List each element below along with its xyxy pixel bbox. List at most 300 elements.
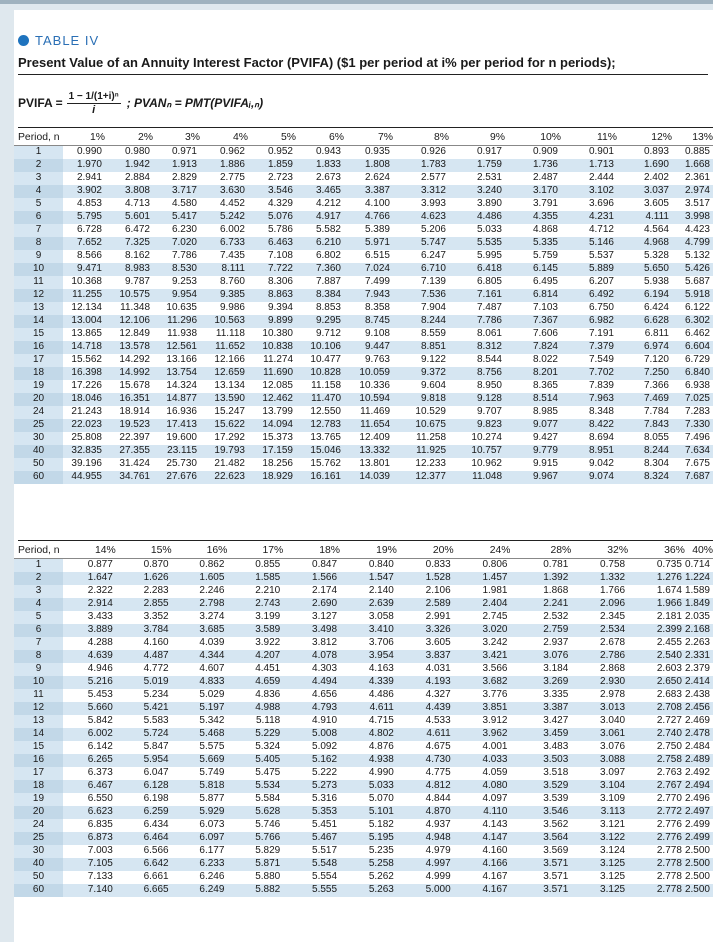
period-cell: 19	[14, 793, 63, 806]
factor-cell: 10.336	[359, 380, 390, 392]
factor-cell: 3.387	[510, 702, 571, 715]
factor-cell: 1.808	[344, 159, 393, 172]
factor-cell: 0.952	[248, 146, 296, 160]
factor-cell: 3.104	[571, 780, 628, 793]
factor-cell: 8.304	[643, 458, 669, 470]
factor-cell: 12.085	[262, 380, 293, 392]
factor-cell: 6.265	[63, 754, 116, 767]
factor-cell: 15.678	[119, 380, 150, 392]
period-cell: 6	[14, 211, 63, 224]
period-cell: 17	[14, 354, 63, 367]
factor-cell: 5.818	[172, 780, 228, 793]
rate-header: 7%	[377, 132, 393, 144]
table-row	[14, 341, 713, 354]
factor-cell: 3.061	[571, 728, 628, 741]
factor-cell: 4.853	[76, 198, 102, 210]
factor-cell: 10.575	[105, 289, 153, 302]
factor-cell: 2.727	[656, 715, 682, 727]
header-row	[14, 545, 713, 559]
factor-cell: 12.462	[248, 393, 296, 406]
factor-cell: 3.993	[420, 198, 446, 210]
factor-cell: 6.974	[617, 341, 672, 354]
factor-cell: 4.487	[116, 650, 172, 663]
period-cell: 9	[14, 663, 63, 676]
factor-cell: 5.877	[199, 793, 225, 805]
table-row	[14, 445, 713, 458]
factor-cell: 8.348	[588, 406, 614, 418]
factor-cell: 4.001	[482, 741, 508, 753]
factor-cell: 3.127	[312, 611, 338, 623]
factor-cell: 2.778	[656, 845, 682, 857]
rate-header: 20%	[432, 545, 454, 557]
factor-cell: 7.367	[505, 315, 561, 328]
factor-cell: 6.495	[532, 276, 558, 288]
factor-cell: 7.843	[617, 419, 672, 432]
factor-cell: 2.767	[628, 780, 685, 793]
factor-cell: 7.722	[248, 263, 296, 276]
table-row	[14, 471, 713, 484]
factor-cell: 17.226	[71, 380, 102, 392]
factor-cell: 7.108	[267, 250, 293, 262]
factor-cell: 14.992	[105, 367, 153, 380]
factor-cell: 7.943	[344, 289, 393, 302]
factor-cell: 3.088	[571, 754, 628, 767]
factor-cell: 4.212	[315, 198, 341, 210]
factor-cell: 4.999	[425, 871, 451, 883]
rate-header: 15%	[150, 545, 172, 557]
factor-cell: 7.549	[588, 354, 614, 366]
period-cell: 24	[14, 406, 63, 419]
factor-cell: 3.696	[588, 198, 614, 210]
factor-cell: 1.736	[505, 159, 561, 172]
factor-cell: 27.355	[105, 445, 153, 458]
period-cell: 18	[14, 780, 63, 793]
factor-cell: 7.325	[105, 237, 153, 250]
factor-cell: 32.835	[63, 445, 105, 458]
factor-cell: 2.540	[628, 650, 685, 663]
factor-cell: 7.675	[684, 458, 710, 470]
formula-denominator: i	[92, 103, 96, 116]
factor-cell: 2.096	[571, 598, 628, 611]
factor-cell: 4.793	[283, 702, 340, 715]
factor-cell: 1.605	[172, 572, 228, 585]
factor-cell: 5.162	[283, 754, 340, 767]
factor-cell: 3.427	[543, 715, 569, 727]
period-cell: 5	[14, 198, 63, 211]
factor-cell: 3.326	[397, 624, 454, 637]
factor-cell: 2.991	[425, 611, 451, 623]
rate-header: 18%	[319, 545, 341, 557]
factor-cell: 12.106	[105, 315, 153, 328]
top-border	[0, 0, 713, 4]
table-row	[14, 432, 713, 445]
factor-cell: 5.954	[116, 754, 172, 767]
factor-cell: 5.328	[643, 250, 669, 262]
factor-cell: 5.342	[199, 715, 225, 727]
factor-cell: 4.344	[172, 650, 228, 663]
factor-cell: 11.925	[393, 445, 449, 458]
factor-cell: 9.954	[153, 289, 200, 302]
factor-cell: 7.702	[561, 367, 617, 380]
factor-cell: 10.368	[71, 276, 102, 288]
factor-cell: 5.971	[344, 237, 393, 250]
factor-cell: 5.747	[393, 237, 449, 250]
factor-cell: 2.868	[600, 663, 626, 675]
factor-cell: 8.244	[617, 445, 672, 458]
factor-cell: 0.971	[153, 146, 200, 160]
factor-cell: 2.577	[420, 172, 446, 184]
factor-cell: 3.125	[571, 884, 628, 897]
factor-cell: 7.652	[63, 237, 105, 250]
factor-cell: 6.198	[143, 793, 169, 805]
factor-cell: 4.533	[425, 715, 451, 727]
factor-cell: 7.786	[449, 315, 505, 328]
factor-cell: 5.421	[116, 702, 172, 715]
factor-cell: 6.873	[63, 832, 116, 845]
factor-cell: 12.134	[71, 302, 102, 314]
table-row	[14, 250, 713, 263]
factor-cell: 0.980	[105, 146, 153, 160]
factor-cell: 7.103	[532, 302, 558, 314]
factor-cell: 19.793	[200, 445, 248, 458]
factor-cell: 2.786	[571, 650, 628, 663]
factor-cell: 3.784	[116, 624, 172, 637]
factor-cell: 3.902	[63, 185, 105, 198]
factor-cell: 4.946	[87, 663, 113, 675]
table-row	[14, 676, 713, 689]
factor-cell: 3.465	[296, 185, 344, 198]
factor-cell: 5.070	[368, 793, 394, 805]
factor-cell: 2.035	[684, 611, 710, 623]
factor-cell: 3.124	[600, 845, 626, 857]
factor-cell: 3.566	[482, 663, 508, 675]
factor-cell: 5.468	[172, 728, 228, 741]
factor-cell: 1.589	[684, 585, 710, 597]
factor-cell: 15.247	[214, 406, 245, 418]
factor-cell: 0.862	[172, 559, 228, 573]
factor-cell: 6.814	[505, 289, 561, 302]
factor-cell: 4.833	[172, 676, 228, 689]
factor-cell: 4.997	[397, 858, 454, 871]
factor-cell: 4.193	[397, 676, 454, 689]
textbook-page	[14, 10, 713, 942]
factor-cell: 8.756	[449, 367, 505, 380]
factor-cell: 7.487	[476, 302, 502, 314]
factor-cell: 8.985	[532, 406, 558, 418]
factor-cell: 1.276	[628, 572, 685, 585]
factor-cell: 3.102	[561, 185, 617, 198]
factor-cell: 3.199	[255, 611, 281, 623]
factor-cell: 5.029	[199, 689, 225, 701]
factor-cell: 4.207	[227, 650, 283, 663]
table-row	[14, 819, 713, 832]
factor-cell: 6.802	[315, 250, 341, 262]
table-row	[14, 845, 713, 858]
factor-cell: 16.161	[296, 471, 344, 484]
factor-cell: 11.469	[360, 406, 390, 418]
factor-cell: 4.836	[255, 689, 281, 701]
factor-cell: 19.523	[105, 419, 153, 432]
factor-cell: 3.013	[571, 702, 628, 715]
factor-cell: 3.184	[543, 663, 569, 675]
factor-cell: 0.926	[393, 146, 449, 160]
factor-cell: 10.059	[344, 367, 393, 380]
factor-cell: 4.059	[482, 767, 508, 779]
factor-cell: 2.174	[312, 585, 338, 597]
factor-cell: 2.140	[368, 585, 394, 597]
factor-cell: 6.750	[588, 302, 614, 314]
factor-cell: 15.373	[262, 432, 293, 444]
factor-cell: 4.979	[425, 845, 451, 857]
factor-cell: 3.791	[532, 198, 558, 210]
factor-cell: 3.685	[172, 624, 228, 637]
factor-cell: 6.462	[684, 328, 710, 340]
factor-cell: 4.799	[672, 237, 713, 250]
factor-cell: 7.020	[153, 237, 200, 250]
factor-cell: 3.387	[344, 185, 393, 198]
factor-cell: 2.414	[685, 676, 713, 689]
factor-cell: 9.967	[505, 471, 561, 484]
formula-lhs: PVIFA =	[18, 96, 63, 110]
factor-cell: 9.763	[364, 354, 390, 366]
factor-cell: 2.778	[628, 858, 685, 871]
factor-cell: 3.564	[510, 832, 571, 845]
factor-cell: 3.122	[571, 832, 628, 845]
factor-cell: 3.503	[510, 754, 571, 767]
factor-cell: 4.147	[454, 832, 511, 845]
factor-cell: 25.730	[166, 458, 197, 470]
factor-cell: 11.048	[449, 471, 505, 484]
factor-cell: 5.000	[397, 884, 454, 897]
table-row	[14, 871, 713, 884]
factor-cell: 8.201	[505, 367, 561, 380]
factor-cell: 4.910	[312, 715, 338, 727]
factor-cell: 1.913	[153, 159, 200, 172]
factor-cell: 1.674	[656, 585, 682, 597]
factor-cell: 10.594	[344, 393, 393, 406]
factor-cell: 6.418	[449, 263, 505, 276]
factor-cell: 3.682	[454, 676, 511, 689]
table-row	[14, 702, 713, 715]
period-header: Period, n	[18, 132, 60, 144]
factor-cell: 9.915	[532, 458, 558, 470]
table-row	[14, 393, 713, 406]
factor-cell: 6.661	[143, 871, 169, 883]
factor-cell: 3.851	[454, 702, 511, 715]
factor-cell: 5.938	[643, 276, 669, 288]
period-cell: 25	[14, 832, 63, 845]
factor-cell: 0.885	[672, 146, 713, 160]
period-cell: 4	[14, 185, 63, 198]
factor-cell: 11.470	[296, 393, 344, 406]
factor-cell: 5.786	[267, 224, 293, 236]
factor-cell: 14.094	[248, 419, 296, 432]
table-row	[14, 159, 713, 172]
factor-cell: 3.571	[510, 884, 571, 897]
factor-cell: 2.829	[171, 172, 197, 184]
period-cell: 3	[14, 585, 63, 598]
factor-cell: 2.884	[124, 172, 150, 184]
factor-cell: 12.233	[415, 458, 446, 470]
factor-cell: 4.031	[425, 663, 451, 675]
factor-cell: 6.472	[124, 224, 150, 236]
factor-cell: 2.500	[684, 871, 710, 883]
factor-cell: 31.424	[119, 458, 150, 470]
factor-cell: 6.424	[643, 302, 669, 314]
factor-cell: 1.626	[116, 572, 172, 585]
factor-cell: 2.532	[543, 611, 569, 623]
factor-cell: 18.914	[119, 406, 150, 418]
factor-cell: 2.534	[571, 624, 628, 637]
factor-cell: 5.222	[312, 767, 338, 779]
factor-cell: 10.106	[296, 341, 344, 354]
rate-header: 24%	[489, 545, 511, 557]
bullet-icon	[18, 35, 29, 46]
factor-cell: 3.589	[227, 624, 283, 637]
factor-cell: 9.372	[393, 367, 449, 380]
factor-cell: 5.262	[368, 871, 394, 883]
factor-cell: 2.708	[628, 702, 685, 715]
factor-cell: 44.955	[63, 471, 105, 484]
rate-header: 14%	[95, 545, 116, 557]
factor-cell: 4.486	[368, 689, 394, 701]
factor-cell: 1.332	[571, 572, 628, 585]
factor-cell: 9.823	[449, 419, 505, 432]
factor-cell: 2.750	[656, 741, 682, 753]
factor-cell: 4.876	[368, 741, 394, 753]
factor-cell: 8.324	[617, 471, 672, 484]
period-cell: 9	[14, 250, 63, 263]
factor-cell: 5.451	[312, 819, 338, 831]
formula-pvan: ; PVANₙ = PMT(PVIFAᵢ,ₙ)	[126, 96, 264, 110]
period-cell: 6	[14, 624, 63, 637]
factor-cell: 8.111	[200, 263, 248, 276]
table-row	[14, 780, 713, 793]
rate-header: 8%	[433, 132, 449, 144]
period-cell: 5	[14, 611, 63, 624]
factor-cell: 0.758	[571, 559, 628, 573]
factor-cell: 9.604	[420, 380, 446, 392]
factor-cell: 6.623	[63, 806, 116, 819]
factor-cell: 8.863	[248, 289, 296, 302]
factor-cell: 14.877	[153, 393, 200, 406]
factor-cell: 5.146	[561, 237, 617, 250]
factor-cell: 8.514	[505, 393, 561, 406]
factor-cell: 11.654	[344, 419, 393, 432]
table-row	[14, 276, 713, 289]
factor-cell: 2.500	[685, 884, 713, 897]
factor-cell: 3.571	[510, 858, 571, 871]
factor-cell: 2.589	[397, 598, 454, 611]
table-row	[14, 224, 713, 237]
factor-cell: 11.296	[153, 315, 200, 328]
period-cell: 40	[14, 858, 63, 871]
factor-cell: 3.498	[283, 624, 340, 637]
factor-cell: 11.258	[416, 432, 446, 444]
factor-cell: 4.611	[340, 702, 397, 715]
table-row	[14, 172, 713, 185]
factor-cell: 3.037	[617, 185, 672, 198]
factor-cell: 5.687	[684, 276, 710, 288]
factor-cell: 9.447	[344, 341, 393, 354]
factor-cell: 12.849	[119, 328, 150, 340]
factor-cell: 5.759	[532, 250, 558, 262]
factor-cell: 5.517	[312, 845, 338, 857]
factor-cell: 9.042	[588, 458, 614, 470]
rate-header: 19%	[376, 545, 397, 557]
table-row	[14, 741, 713, 754]
table-row	[14, 858, 713, 871]
factor-cell: 5.426	[672, 263, 713, 276]
table-row	[14, 211, 713, 224]
factor-cell: 8.559	[420, 328, 446, 340]
factor-cell: 2.489	[685, 754, 713, 767]
period-header: Period, n	[18, 545, 60, 557]
factor-cell: 5.467	[283, 832, 340, 845]
factor-cell: 10.757	[449, 445, 505, 458]
factor-cell: 11.652	[200, 341, 248, 354]
factor-cell: 6.142	[87, 741, 113, 753]
factor-cell: 1.970	[63, 159, 105, 172]
factor-cell: 0.909	[505, 146, 561, 160]
factor-cell: 3.889	[63, 624, 116, 637]
factor-cell: 6.259	[116, 806, 172, 819]
factor-cell: 5.918	[672, 289, 713, 302]
factor-cell: 0.833	[397, 559, 454, 573]
factor-cell: 0.943	[296, 146, 344, 160]
period-cell: 1	[14, 146, 63, 160]
factor-cell: 6.073	[199, 819, 225, 831]
factor-cell: 8.566	[76, 250, 102, 262]
factor-cell: 3.421	[454, 650, 511, 663]
factor-cell: 9.471	[63, 263, 105, 276]
factor-cell: 10.529	[415, 406, 446, 418]
factor-cell: 3.546	[510, 806, 571, 819]
period-cell: 3	[14, 172, 63, 185]
factor-cell: 8.162	[124, 250, 150, 262]
factor-cell: 5.548	[283, 858, 340, 871]
factor-cell: 2.455	[656, 637, 682, 649]
factor-cell: 3.125	[600, 871, 626, 883]
factor-cell: 2.772	[628, 806, 685, 819]
rule-top-2	[18, 540, 713, 541]
table-row	[14, 559, 713, 573]
factor-cell: 4.143	[482, 819, 508, 831]
table-row	[14, 832, 713, 845]
factor-cell: 11.938	[167, 328, 197, 340]
factor-cell: 10.563	[200, 315, 248, 328]
factor-cell: 4.812	[397, 780, 454, 793]
table-row	[14, 663, 713, 676]
factor-cell: 9.779	[505, 445, 561, 458]
pvifa-formula	[18, 88, 338, 118]
factor-cell: 8.055	[643, 432, 669, 444]
header-row	[14, 132, 713, 146]
factor-cell: 4.730	[397, 754, 454, 767]
factor-cell: 12.550	[310, 406, 341, 418]
factor-cell: 4.990	[368, 767, 394, 779]
period-cell: 10	[14, 263, 63, 276]
factor-cell: 5.092	[312, 741, 338, 753]
rate-header: 4%	[232, 132, 248, 144]
factor-cell: 0.855	[227, 559, 283, 573]
factor-cell: 2.345	[600, 611, 626, 623]
factor-cell: 3.962	[454, 728, 511, 741]
factor-cell: 2.322	[87, 585, 113, 597]
rate-header: 28%	[550, 545, 572, 557]
factor-cell: 3.410	[340, 624, 397, 637]
factor-cell: 2.776	[656, 819, 682, 831]
